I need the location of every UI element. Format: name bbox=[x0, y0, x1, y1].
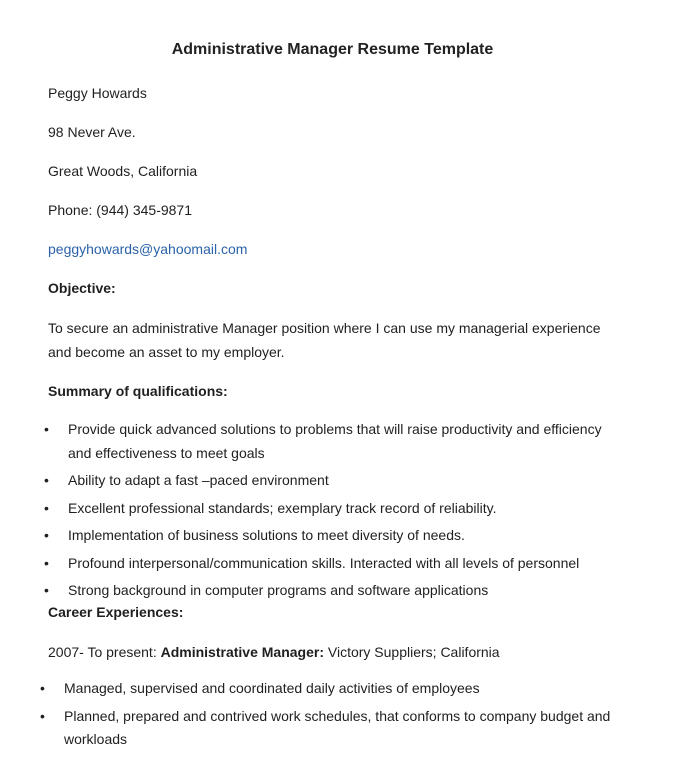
summary-heading: Summary of qualifications: bbox=[48, 383, 228, 399]
bullet-icon: • bbox=[44, 499, 49, 516]
objective-text: To secure an administrative Manager position where I can use my managerial experience and become an asset to my employer. bbox=[48, 320, 601, 360]
email-link[interactable]: peggyhowards@yahoomail.com bbox=[48, 241, 248, 257]
bullet-icon: • bbox=[44, 527, 49, 543]
list-item: • Planned, prepared and contrived work schedules, that conforms to company budget and workloads bbox=[44, 705, 624, 752]
address-line-2: Great Woods, California bbox=[48, 163, 198, 179]
qualifications-list bbox=[44, 418, 618, 603]
job-line bbox=[48, 640, 500, 664]
bullet-icon: • bbox=[40, 707, 45, 724]
job-role: Administrative Manager: bbox=[160, 644, 324, 660]
list-item: • Ability to adapt a fast –paced environment bbox=[48, 469, 618, 493]
bullet-icon: • bbox=[44, 582, 49, 598]
list-item: • Managed, supervised and coordinated daily activities of employees bbox=[44, 677, 624, 701]
job-company: Victory Suppliers; California bbox=[327, 644, 500, 660]
applicant-name: Peggy Howards bbox=[48, 85, 147, 101]
list-item: • Profound interpersonal/communication skills. Interacted with all levels of personnel bbox=[48, 552, 618, 576]
bullet-icon: • bbox=[40, 680, 45, 696]
job-period: 2007- To present: bbox=[48, 644, 157, 660]
list-item: • Provide quick advanced solutions to problems that will raise productivity and efficiency and effectiveness to meet goals bbox=[48, 418, 618, 465]
bullet-icon: • bbox=[44, 554, 49, 571]
phone-number: Phone: (944) 345-9871 bbox=[48, 202, 192, 218]
list-item: • Strong background in computer programs and software applications bbox=[48, 579, 618, 603]
document-title: Administrative Manager Resume Template bbox=[171, 41, 494, 58]
list-item: • Implementation of business solutions to meet diversity of needs. bbox=[48, 524, 618, 548]
duties-list bbox=[40, 677, 624, 752]
bullet-icon: • bbox=[44, 421, 49, 437]
list-item: • Excellent professional standards; exemplary track record of reliability. bbox=[48, 497, 618, 521]
objective-heading: Objective: bbox=[48, 280, 116, 296]
bullet-icon: • bbox=[44, 472, 49, 488]
address-line-1: 98 Never Ave. bbox=[48, 124, 136, 140]
career-heading: Career Experiences: bbox=[48, 604, 184, 620]
